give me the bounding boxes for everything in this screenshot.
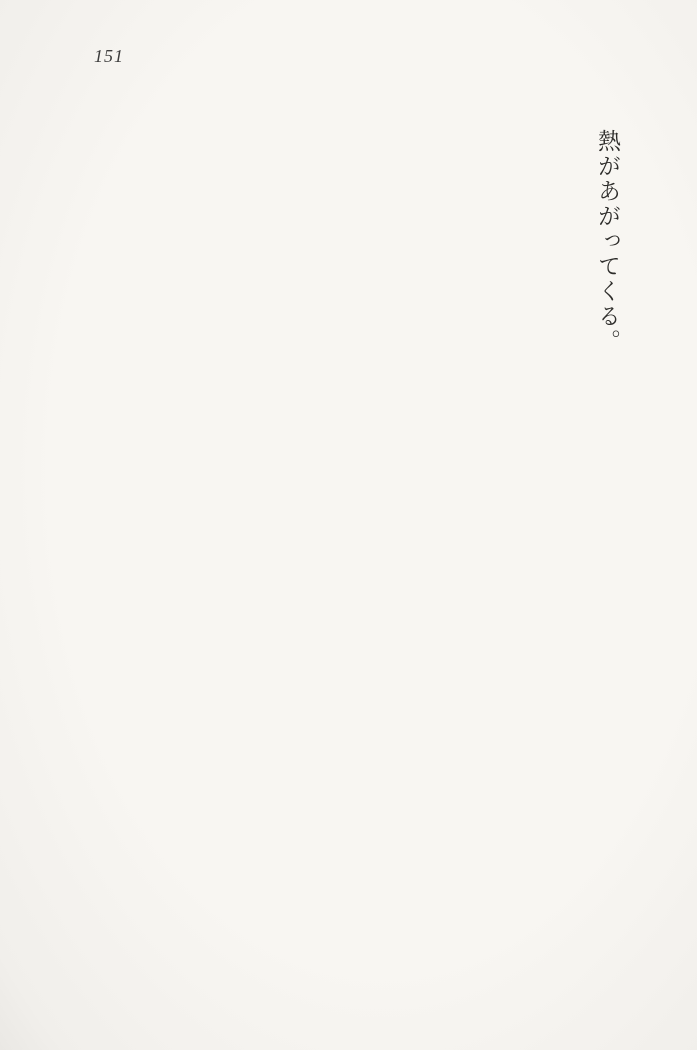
text-columns	[63, 104, 625, 1042]
page-number: 151	[94, 46, 124, 66]
text-column: 熱があがってくる。	[595, 129, 620, 354]
